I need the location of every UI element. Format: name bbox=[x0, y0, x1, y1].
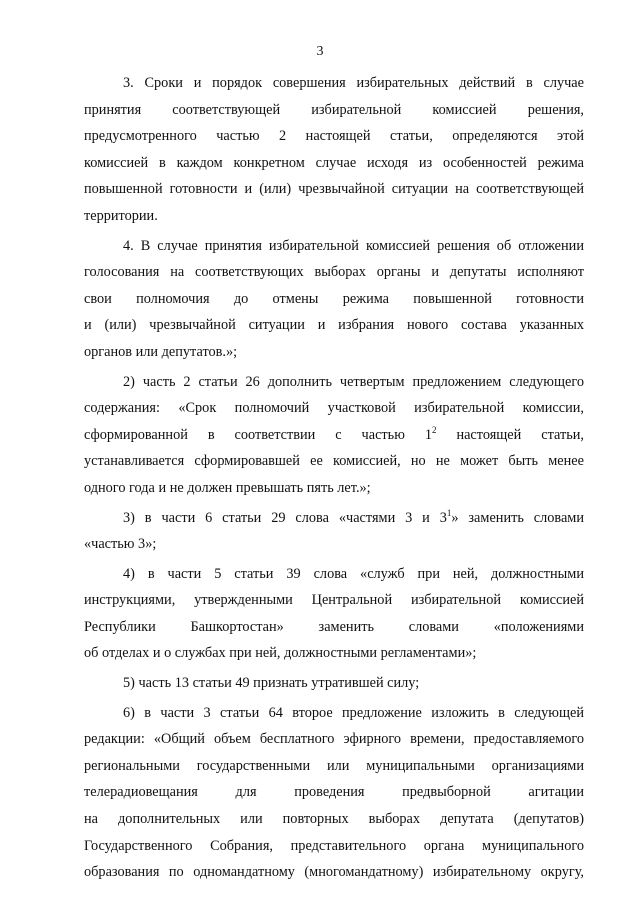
text-line: телерадиовещания для проведения предвыборной агитации bbox=[84, 784, 584, 801]
text-line: 3. Сроки и порядок совершения избирательных действий в случае bbox=[123, 75, 584, 91]
text-line: и (или) чрезвычайной ситуации и избрания нового состава указанных bbox=[84, 317, 584, 334]
text-line: образования по одномандатному (многомандатному) избирательному округу, bbox=[84, 864, 584, 881]
text-line: 5) часть 13 статьи 49 признать утратившей силу; bbox=[123, 675, 420, 692]
text-line: региональными государственными или муниципальными организациями bbox=[84, 757, 584, 774]
superscript: 1 bbox=[446, 507, 452, 518]
text-fragment: настоящей статьи, bbox=[456, 426, 584, 443]
item-6 bbox=[84, 700, 584, 886]
text-line: 4) в части 5 статьи 39 слова «служб при ней, должностными bbox=[123, 565, 584, 582]
item-5 bbox=[84, 670, 584, 697]
text-fragment: сформированной в соответствии с частью 1 bbox=[84, 426, 432, 443]
text-line: об отделах и о службах при ней, должностными регламентами»; bbox=[84, 645, 477, 662]
text-line: комиссией в каждом конкретном случае исходя из особенностей режима bbox=[84, 154, 584, 171]
text-line: одного года и не должен превышать пять лет.»; bbox=[84, 479, 371, 496]
text-line: Государственного Собрания, представительного органа муниципального bbox=[84, 837, 584, 854]
text-line: устанавливается сформировавшей ее комиссией, но не может быть менее bbox=[84, 453, 584, 470]
text-line: органов или депутатов.»; bbox=[84, 343, 238, 360]
page-number: 3 bbox=[316, 44, 324, 59]
text-line: территории. bbox=[84, 207, 158, 224]
text-line: «частью 3»; bbox=[84, 536, 157, 553]
text-line: редакции: «Общий объем бесплатного эфирного времени, предоставляемого bbox=[84, 731, 584, 748]
text-fragment: » заменить словами bbox=[451, 509, 584, 526]
item-4 bbox=[84, 561, 584, 667]
text-line: Республики Башкортостан» заменить словами «положениями bbox=[84, 618, 584, 635]
paragraph-3 bbox=[84, 70, 584, 230]
text-line-with-superscript bbox=[84, 422, 584, 449]
text-line: принятия соответствующей избирательной комиссией решения, bbox=[84, 101, 584, 118]
text-line: содержания: «Срок полномочий участковой избирательной комиссии, bbox=[84, 400, 584, 417]
document-body bbox=[84, 70, 584, 886]
text-line: 2) часть 2 статьи 26 дополнить четвертым предложением следующего bbox=[123, 373, 584, 390]
text-line: 4. В случае принятия избирательной комиссией решения об отложении bbox=[123, 237, 584, 254]
item-2 bbox=[84, 369, 584, 502]
superscript: 2 bbox=[431, 424, 437, 435]
text-line: голосования на соответствующих выборах органы и депутаты исполняют bbox=[84, 264, 584, 281]
text-fragment: 3) в части 6 статьи 29 слова «частями 3 и 3 bbox=[123, 509, 447, 526]
text-line: инструкциями, утвержденными Центральной избирательной комиссией bbox=[84, 592, 584, 609]
text-line: предусмотренного частью 2 настоящей статьи, определяются этой bbox=[84, 128, 584, 145]
text-line: на дополнительных или повторных выборах депутата (депутатов) bbox=[84, 811, 584, 828]
text-line: повышенной готовности и (или) чрезвычайной ситуации на соответствующей bbox=[84, 181, 584, 198]
text-line: 6) в части 3 статьи 64 второе предложение изложить в следующей bbox=[123, 704, 584, 721]
paragraph-4 bbox=[84, 233, 584, 366]
item-3 bbox=[84, 505, 584, 558]
text-line-with-superscript bbox=[84, 505, 584, 532]
text-line: свои полномочия до отмены режима повышенной готовности bbox=[84, 290, 584, 307]
